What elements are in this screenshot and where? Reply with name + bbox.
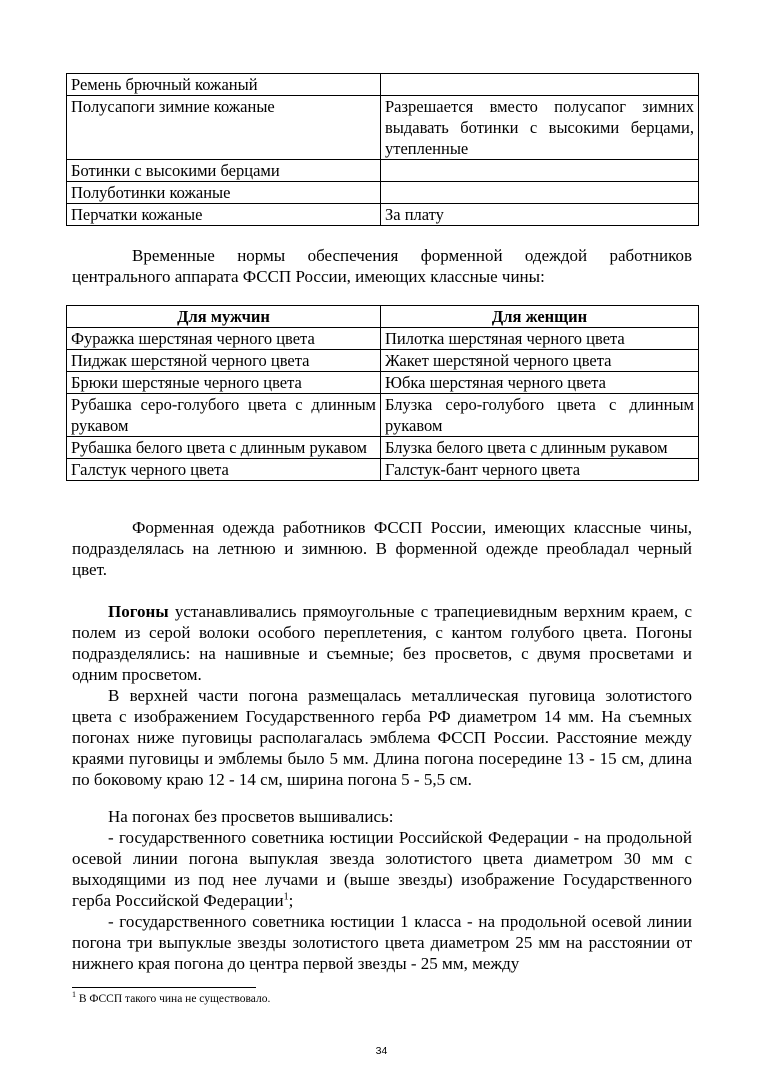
item-cell: Перчатки кожаные bbox=[67, 204, 381, 226]
intro-paragraph: Временные нормы обеспечения форменной одеждой работников центрального аппарата ФССП России, имеющих классные чины: bbox=[72, 246, 692, 286]
table-row bbox=[67, 204, 699, 226]
women-item-cell: Жакет шерстяной черного цвета bbox=[381, 350, 699, 372]
equipment-table-body bbox=[67, 74, 699, 226]
button-paragraph: В верхней части погона размещалась металлическая пуговица золотистого цвета с изображением Государственного герба РФ диаметром 14 мм. На съемных погонах ниже пуговицы располагалась эмблема ФССП России. Расстояние между краями пуговицы и эмблемы было 5 мм. Длина погона посередине 13 - 15 см, длина по боковому краю 12 - 14 см, ширина погона 5 - 5,5 см. bbox=[72, 686, 692, 789]
table-header-row bbox=[67, 306, 699, 328]
table-row bbox=[67, 350, 699, 372]
header-women: Для женщин bbox=[381, 306, 699, 328]
table-row bbox=[67, 372, 699, 394]
item-cell: Полуботинки кожаные bbox=[67, 182, 381, 204]
women-item-cell: Пилотка шерстяная черного цвета bbox=[381, 328, 699, 350]
women-item-cell: Блузка белого цвета с длинным рукавом bbox=[381, 437, 699, 459]
uniform-norms-table-body bbox=[67, 328, 699, 481]
item-cell: Ремень брючный кожаный bbox=[67, 74, 381, 96]
men-item-cell: Пиджак шерстяной черного цвета bbox=[67, 350, 381, 372]
note-cell bbox=[381, 182, 699, 204]
footnote: $^1$ В ФССП такого чина не существовало. bbox=[72, 990, 271, 1005]
men-item-cell: Рубашка белого цвета с длинным рукавом bbox=[67, 437, 381, 459]
item-cell: Полусапоги зимние кожаные bbox=[67, 96, 381, 160]
class1-paragraph: - государственного советника юстиции 1 класса - на продольной осевой линии погона три выпуклые звезды золотистого цвета диаметром 25 мм на расстоянии от нижнего края погона до центра первой звезды - 25 мм, между bbox=[72, 912, 692, 973]
uniform-norms-table bbox=[66, 305, 699, 481]
footnote-marker: 1 bbox=[72, 990, 76, 1000]
men-item-cell: Рубашка серо-голубого цвета с длинным рукавом bbox=[67, 394, 381, 437]
women-item-cell: Юбка шерстяная черного цвета bbox=[381, 372, 699, 394]
table-row bbox=[67, 96, 699, 160]
table-row bbox=[67, 182, 699, 204]
no-stripes-paragraph: На погонах без просветов вышивались: bbox=[108, 807, 394, 826]
footnote-divider bbox=[72, 987, 256, 988]
advisor-paragraph: - государственного советника юстиции Российской Федерации - на продольной осевой линии погона выпуклая звезда золотистого цвета диаметром 30 мм с выходящими из под нее лучами и (выше звезды) изображение Государственного герба Российской Федерации$^1$; bbox=[72, 828, 692, 910]
table-row bbox=[67, 437, 699, 459]
table-row bbox=[67, 459, 699, 481]
equipment-table bbox=[66, 73, 699, 226]
women-item-cell: Блузка серо-голубого цвета с длинным рукавом bbox=[381, 394, 699, 437]
pogony-paragraph: Погоны устанавливались прямоугольные с трапециевидным верхним краем, с полем из серой волоки особого переплетения, с кантом голубого цвета. Погоны подразделялись: на нашивные и съемные; без просветов, с двумя просветами и одним просветом. bbox=[72, 602, 692, 684]
table-row bbox=[67, 160, 699, 182]
item-cell: Ботинки с высокими берцами bbox=[67, 160, 381, 182]
note-cell: За плату bbox=[381, 204, 699, 226]
men-item-cell: Брюки шерстяные черного цвета bbox=[67, 372, 381, 394]
table-row bbox=[67, 74, 699, 96]
uniform-paragraph: Форменная одежда работников ФССП России, имеющих классные чины, подразделялась на летнюю и зимнюю. В форменной одежде преобладал черный цвет. bbox=[72, 518, 692, 579]
page-number: 34 bbox=[375, 1045, 388, 1057]
men-item-cell: Галстук черного цвета bbox=[67, 459, 381, 481]
table-row bbox=[67, 328, 699, 350]
men-item-cell: Фуражка шерстяная черного цвета bbox=[67, 328, 381, 350]
pogony-term: Погоны bbox=[108, 602, 169, 621]
table-row bbox=[67, 394, 699, 437]
note-cell bbox=[381, 160, 699, 182]
note-cell: Разрешается вместо полусапог зимних выдавать ботинки с высокими берцами, утепленные bbox=[381, 96, 699, 160]
footnote-ref[interactable]: 1 bbox=[283, 891, 289, 903]
header-men: Для мужчин bbox=[67, 306, 381, 328]
women-item-cell: Галстук-бант черного цвета bbox=[381, 459, 699, 481]
note-cell bbox=[381, 74, 699, 96]
